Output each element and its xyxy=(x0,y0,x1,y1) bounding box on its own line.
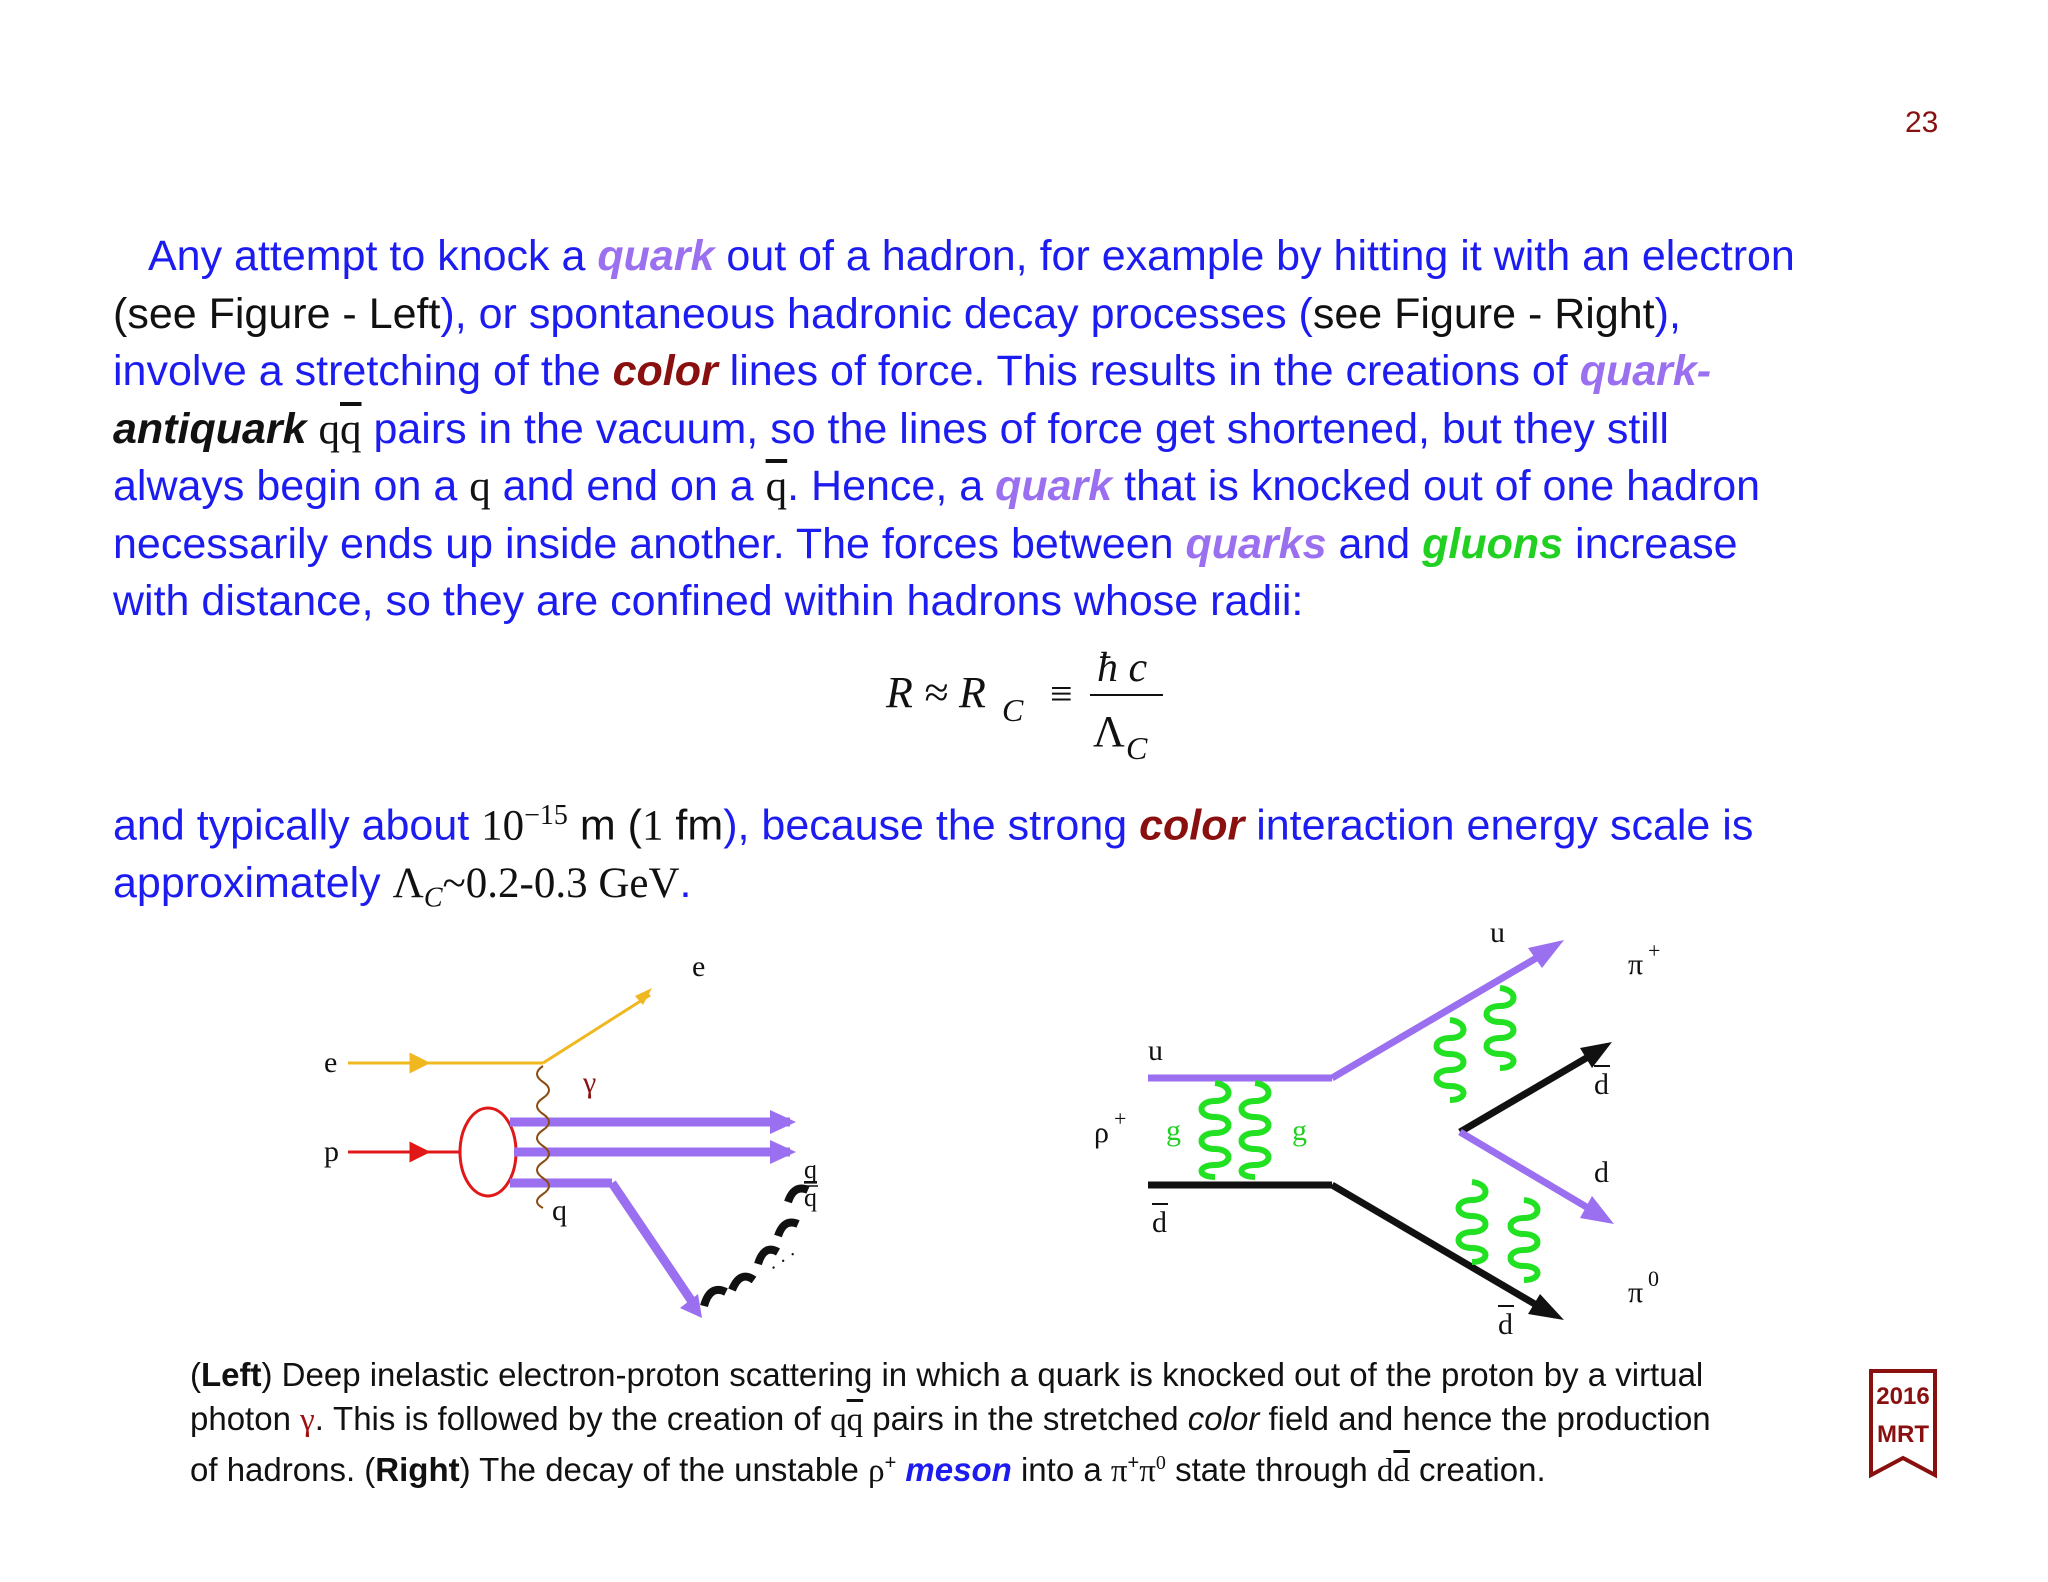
keyword-quark: quark xyxy=(597,232,715,280)
text: and typically about xyxy=(113,801,482,850)
rho-sup: + xyxy=(884,1452,897,1474)
d-created-arrow xyxy=(1580,1196,1614,1224)
keyword-antiquark: antiquark xyxy=(113,404,307,453)
label-rho: ρ xyxy=(1094,1116,1109,1149)
formula-lhs-subscript: C xyxy=(1002,692,1024,728)
text: and xyxy=(1326,519,1423,568)
symbol-dbar: $\overline{d}$ xyxy=(1393,1453,1410,1489)
text: into a xyxy=(1011,1451,1111,1488)
formula-lhs: R ≈ R xyxy=(886,668,986,717)
keyword-color: color xyxy=(1139,801,1245,850)
dis-feynman-diagram xyxy=(300,930,860,1340)
symbol-q: q xyxy=(318,405,340,453)
rho-symbol: ρ xyxy=(868,1453,885,1489)
quark-arrow xyxy=(770,1140,796,1164)
pi-sup: + xyxy=(1127,1452,1140,1474)
keyword-quark: quark- xyxy=(1579,347,1712,395)
label-pi-zero: π xyxy=(1628,1276,1644,1309)
text: m ( xyxy=(567,801,642,850)
gamma-symbol: γ xyxy=(300,1401,315,1438)
symbol-q: q xyxy=(830,1401,847,1438)
lambda-symbol: Λ xyxy=(392,859,424,907)
symbol-qbar: $\overline{q}$ xyxy=(765,463,788,510)
text: state through xyxy=(1165,1451,1377,1488)
keyword-meson: meson xyxy=(905,1451,1012,1488)
gluon-spring xyxy=(1459,1182,1486,1262)
quark-arrow xyxy=(770,1110,796,1134)
text: approximately xyxy=(113,858,393,907)
text: interaction energy scale is xyxy=(1244,801,1754,850)
gluon-spring xyxy=(1487,988,1514,1068)
label-dbar-out: d xyxy=(1498,1308,1513,1340)
exponent: −15 xyxy=(524,800,568,831)
label-p: p xyxy=(324,1135,339,1168)
label-pi-plus: π xyxy=(1628,948,1644,981)
text: creation. xyxy=(1409,1451,1546,1488)
text: . xyxy=(679,858,692,907)
label-q: q xyxy=(552,1194,567,1227)
main-paragraph xyxy=(113,228,1973,631)
proton-blob xyxy=(460,1108,516,1196)
label-u-in: u xyxy=(1148,1034,1163,1067)
figure-ref-left: see Figure - Left xyxy=(127,289,441,338)
text: ( xyxy=(113,289,128,338)
dbar-created-arrow xyxy=(1580,1042,1612,1068)
label-u-top: u xyxy=(1490,920,1505,949)
symbol-qbar: $\overline{q}$ xyxy=(340,405,362,453)
number-one: 1 xyxy=(641,802,664,850)
gluon-spring xyxy=(1202,1083,1229,1177)
text: ), xyxy=(1654,289,1681,338)
formula-numerator: ħ c xyxy=(1097,650,1148,691)
text: of hadrons. ( xyxy=(190,1451,376,1488)
text: field and hence the production xyxy=(1259,1399,1711,1437)
string-fragment xyxy=(732,1277,754,1290)
label-g1: g xyxy=(1166,1114,1181,1147)
energy-range: ~0.2-0.3 GeV xyxy=(442,859,680,907)
label-q-pair-top: q xyxy=(804,1155,817,1184)
text: ( xyxy=(190,1356,201,1393)
dbar-arrow xyxy=(1528,1294,1564,1320)
text: . Hence, a xyxy=(787,462,996,510)
string-fragment xyxy=(778,1223,798,1237)
text: that is knocked out of one hadron xyxy=(1112,462,1761,510)
symbol-qbar: $\overline{q}$ xyxy=(846,1401,864,1438)
pi-sup: 0 xyxy=(1155,1452,1166,1474)
keyword-quarks: quarks xyxy=(1185,519,1327,568)
text: Any attempt to knock a xyxy=(148,232,598,280)
text: with distance, so they are confined within hadrons whose radii: xyxy=(113,577,1304,625)
gluon-spring xyxy=(1511,1200,1538,1280)
label-dbar-up: d xyxy=(1594,1068,1609,1101)
label-pi-plus-sup: + xyxy=(1648,938,1661,963)
scale-paragraph xyxy=(113,787,1973,927)
badge-initials: MRT xyxy=(1877,1421,1929,1448)
pi-symbol: π xyxy=(1139,1453,1156,1489)
formula-equiv: ≡ xyxy=(1050,671,1073,716)
label-e-out: e xyxy=(692,950,706,983)
text: always begin on a xyxy=(113,462,470,510)
text: pairs in the vacuum, so the lines of force get shortened, but they still xyxy=(361,404,1669,453)
text: and end on a xyxy=(490,462,766,510)
u-quark-out xyxy=(1332,950,1550,1078)
text: ), or spontaneous hadronic decay processes ( xyxy=(440,289,1313,338)
dbar-created xyxy=(1460,1050,1600,1132)
string-fragment xyxy=(704,1290,726,1306)
label-e-in: e xyxy=(324,1046,338,1079)
caption-left-label: Left xyxy=(201,1356,262,1393)
page-number: 23 xyxy=(1905,106,1939,139)
gluon-spring xyxy=(1242,1083,1269,1177)
text: ) The decay of the unstable xyxy=(459,1451,869,1488)
rho-decay-diagram xyxy=(1080,920,1700,1340)
radius-formula xyxy=(880,650,1200,770)
electron-out-line xyxy=(543,995,650,1063)
text: necessarily ends up inside another. The forces between xyxy=(113,519,1186,568)
caption-color-word: color xyxy=(1187,1399,1260,1437)
struck-quark-line xyxy=(612,1183,695,1306)
text: pairs in the stretched xyxy=(863,1399,1188,1437)
keyword-gluons: gluons xyxy=(1422,519,1564,568)
text: out of a hadron, for example by hitting it with an electron xyxy=(714,232,1795,280)
label-dots: · · · xyxy=(764,1243,803,1279)
figure-ref-right: see Figure - Right xyxy=(1312,289,1655,338)
label-gamma: γ xyxy=(583,1066,597,1099)
badge-year: 2016 xyxy=(1876,1383,1930,1410)
label-pi-zero-sup: 0 xyxy=(1648,1266,1659,1291)
mrt-bookmark-badge xyxy=(1868,1368,1938,1480)
text: . This is followed by the creation of xyxy=(314,1399,831,1437)
text: lines of force. This results in the creations of xyxy=(717,347,1580,395)
number-ten: 10 xyxy=(481,802,525,850)
label-rho-sup: + xyxy=(1114,1106,1127,1131)
lambda-subscript: C xyxy=(423,882,443,914)
text: ) Deep inelastic electron-proton scattering in which a quark is knocked out of the proton by a virtual xyxy=(261,1356,1704,1393)
text: increase xyxy=(1563,519,1738,568)
pi-symbol: π xyxy=(1110,1453,1128,1489)
label-d-mid: d xyxy=(1594,1156,1609,1189)
keyword-quark: quark xyxy=(995,462,1113,510)
gluon-spring xyxy=(1437,1020,1464,1100)
formula-denominator: Λ xyxy=(1093,707,1125,756)
label-q-pair-bottom: q xyxy=(804,1183,817,1212)
text: photon xyxy=(190,1399,301,1437)
text: ), because the strong xyxy=(723,801,1140,850)
symbol-d: d xyxy=(1376,1453,1394,1489)
formula-denominator-subscript: C xyxy=(1126,730,1148,766)
label-g2: g xyxy=(1292,1114,1307,1147)
text: fm xyxy=(663,801,724,850)
symbol-q: q xyxy=(469,463,491,510)
keyword-color: color xyxy=(612,347,718,395)
figure-caption xyxy=(190,1353,1890,1494)
label-dbar-in: d xyxy=(1152,1206,1167,1239)
text: involve a stretching of the xyxy=(113,347,613,395)
caption-right-label: Right xyxy=(375,1451,460,1488)
